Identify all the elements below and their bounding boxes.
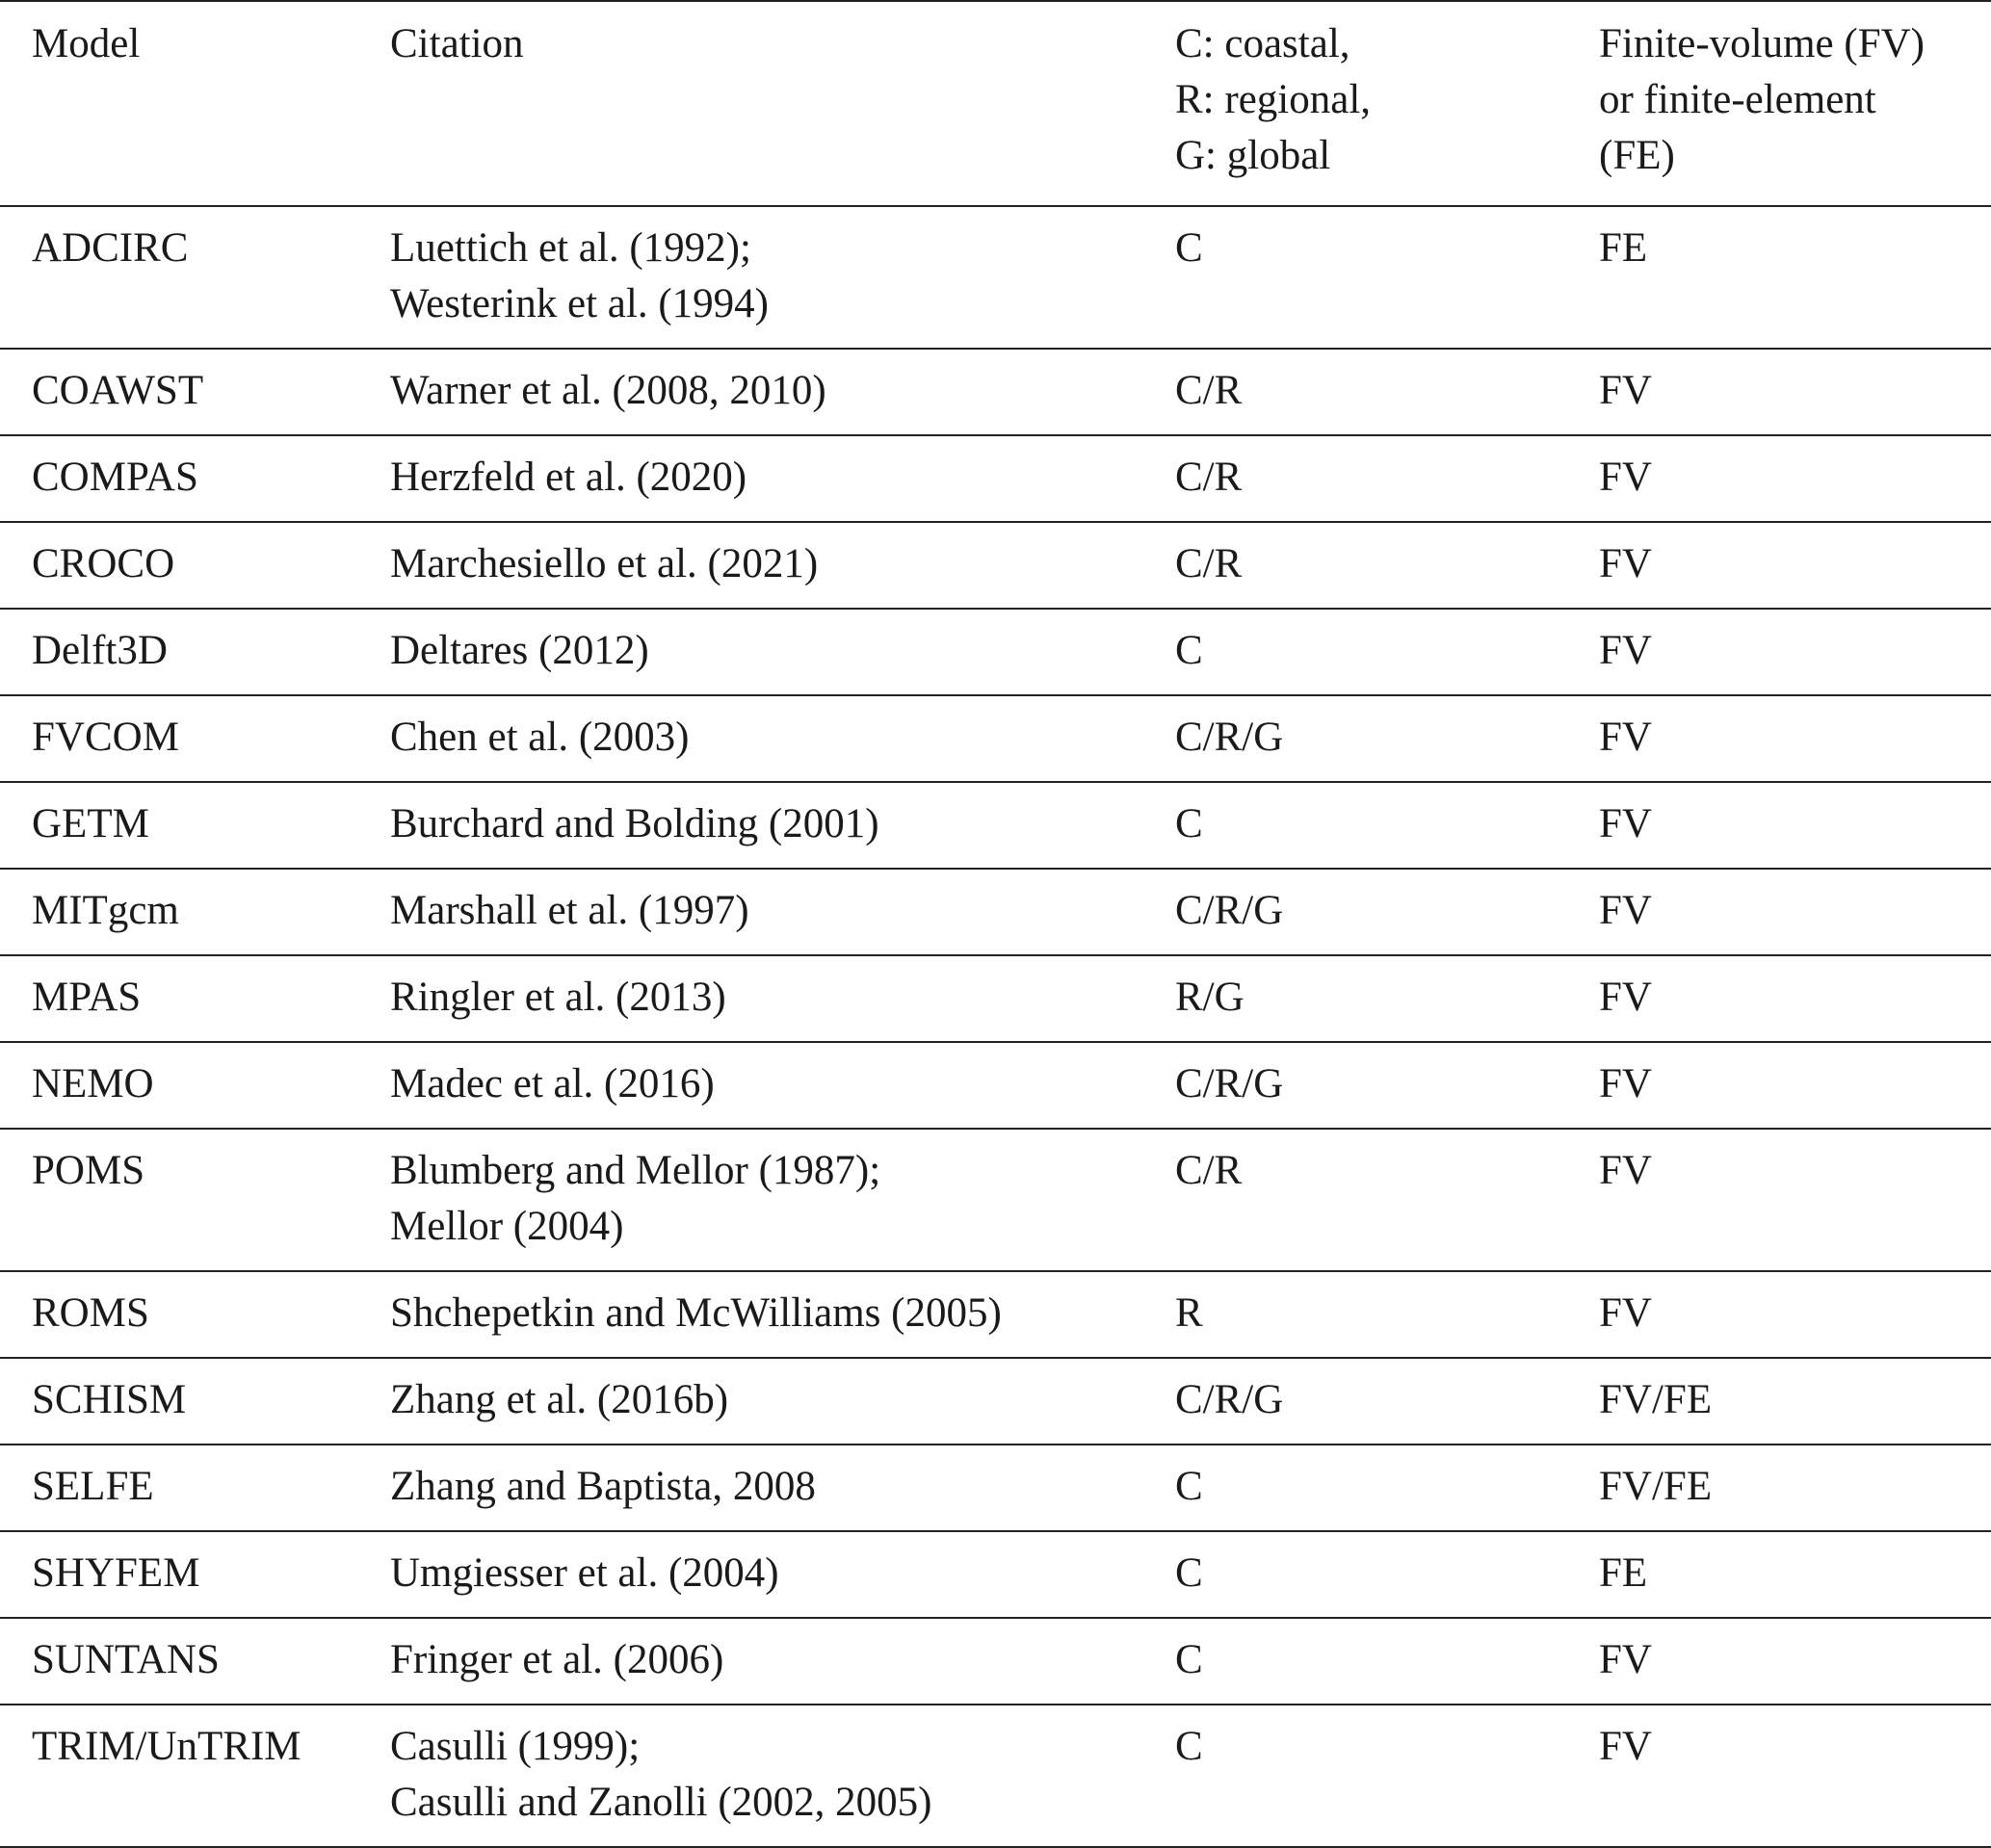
table-row xyxy=(0,696,1991,783)
model-cell: Delft3D xyxy=(32,628,168,673)
scope-cell: C xyxy=(1175,1724,1203,1769)
citation-cell: Zhang and Baptista, 2008 xyxy=(390,1464,816,1509)
method-cell: FV xyxy=(1599,628,1652,673)
table-row xyxy=(0,1532,1991,1619)
citation-cell: Deltares (2012) xyxy=(390,628,649,673)
model-cell: SHYFEM xyxy=(32,1550,200,1596)
table-row xyxy=(0,436,1991,523)
header-model: Model xyxy=(32,21,141,66)
scope-cell: C xyxy=(1175,1550,1203,1596)
method-cell: FV xyxy=(1599,1290,1652,1336)
table-row xyxy=(0,783,1991,870)
method-cell: FV xyxy=(1599,1148,1652,1193)
table-row xyxy=(0,870,1991,956)
citation-cell: Luettich et al. (1992); Westerink et al. (1994) xyxy=(390,225,769,326)
citation-cell: Warner et al. (2008, 2010) xyxy=(390,368,826,413)
scope-cell: C xyxy=(1175,1464,1203,1509)
method-cell: FV xyxy=(1599,1061,1652,1106)
model-cell: SUNTANS xyxy=(32,1637,220,1682)
header-scope: C: coastal, R: regional, G: global xyxy=(1175,21,1372,178)
scope-cell: C xyxy=(1175,628,1203,673)
model-cell: CROCO xyxy=(32,541,175,586)
model-cell: COAWST xyxy=(32,368,204,413)
model-cell: COMPAS xyxy=(32,455,198,500)
table-row xyxy=(0,1130,1991,1272)
scope-cell: C xyxy=(1175,801,1203,846)
scope-cell: C/R xyxy=(1175,368,1243,413)
method-cell: FV xyxy=(1599,975,1652,1020)
citation-cell: Blumberg and Mellor (1987); Mellor (2004) xyxy=(390,1148,881,1249)
scope-cell: C/R/G xyxy=(1175,715,1284,760)
method-cell: FV xyxy=(1599,541,1652,586)
table-row xyxy=(0,350,1991,436)
scope-cell: C/R/G xyxy=(1175,1061,1284,1106)
citation-cell: Herzfeld et al. (2020) xyxy=(390,455,747,500)
method-cell: FV xyxy=(1599,715,1652,760)
method-cell: FV xyxy=(1599,368,1652,413)
table-row xyxy=(0,1272,1991,1359)
citation-cell: Fringer et al. (2006) xyxy=(390,1637,724,1682)
citation-cell: Shchepetkin and McWilliams (2005) xyxy=(390,1290,1002,1336)
model-cell: POMS xyxy=(32,1148,145,1193)
model-cell: SCHISM xyxy=(32,1377,187,1422)
table-row xyxy=(0,1043,1991,1130)
table-header-row xyxy=(0,0,1991,207)
table-row xyxy=(0,1359,1991,1445)
table-row xyxy=(0,523,1991,610)
scope-cell: C/R xyxy=(1175,1148,1243,1193)
citation-cell: Umgiesser et al. (2004) xyxy=(390,1550,779,1596)
citation-cell: Zhang et al. (2016b) xyxy=(390,1377,729,1422)
citation-cell: Madec et al. (2016) xyxy=(390,1061,715,1106)
model-cell: ADCIRC xyxy=(32,225,189,271)
method-cell: FV xyxy=(1599,455,1652,500)
model-cell: NEMO xyxy=(32,1061,154,1106)
model-cell: GETM xyxy=(32,801,149,846)
citation-cell: Casulli (1999); Casulli and Zanolli (2002, 2005) xyxy=(390,1724,932,1825)
method-cell: FV/FE xyxy=(1599,1377,1713,1422)
table-body xyxy=(0,207,1991,1848)
method-cell: FV xyxy=(1599,1637,1652,1682)
scope-cell: C xyxy=(1175,1637,1203,1682)
citation-cell: Burchard and Bolding (2001) xyxy=(390,801,879,846)
table-row xyxy=(0,1445,1991,1532)
method-cell: FV xyxy=(1599,1724,1652,1769)
citation-cell: Chen et al. (2003) xyxy=(390,715,690,760)
model-cell: MPAS xyxy=(32,975,142,1020)
table-row xyxy=(0,1705,1991,1848)
header-citation: Citation xyxy=(390,21,524,66)
scope-cell: R/G xyxy=(1175,975,1244,1020)
scope-cell: C/R/G xyxy=(1175,1377,1284,1422)
model-cell: SELFE xyxy=(32,1464,154,1509)
method-cell: FV xyxy=(1599,801,1652,846)
citation-cell: Marchesiello et al. (2021) xyxy=(390,541,819,586)
model-cell: FVCOM xyxy=(32,715,179,760)
model-cell: TRIM/UnTRIM xyxy=(32,1724,301,1769)
citation-cell: Marshall et al. (1997) xyxy=(390,888,749,933)
scope-cell: C/R xyxy=(1175,541,1243,586)
scope-cell: C/R/G xyxy=(1175,888,1284,933)
method-cell: FV/FE xyxy=(1599,1464,1713,1509)
table-row xyxy=(0,610,1991,696)
table-row xyxy=(0,207,1991,350)
table-row xyxy=(0,956,1991,1043)
table-row xyxy=(0,1619,1991,1705)
method-cell: FE xyxy=(1599,225,1648,271)
scope-cell: R xyxy=(1175,1290,1203,1336)
model-cell: ROMS xyxy=(32,1290,149,1336)
scope-cell: C/R xyxy=(1175,455,1243,500)
scope-cell: C xyxy=(1175,225,1203,271)
method-cell: FE xyxy=(1599,1550,1648,1596)
model-cell: MITgcm xyxy=(32,888,179,933)
citation-cell: Ringler et al. (2013) xyxy=(390,975,726,1020)
method-cell: FV xyxy=(1599,888,1652,933)
header-method: Finite-volume (FV) or finite-element (FE) xyxy=(1599,21,1925,178)
